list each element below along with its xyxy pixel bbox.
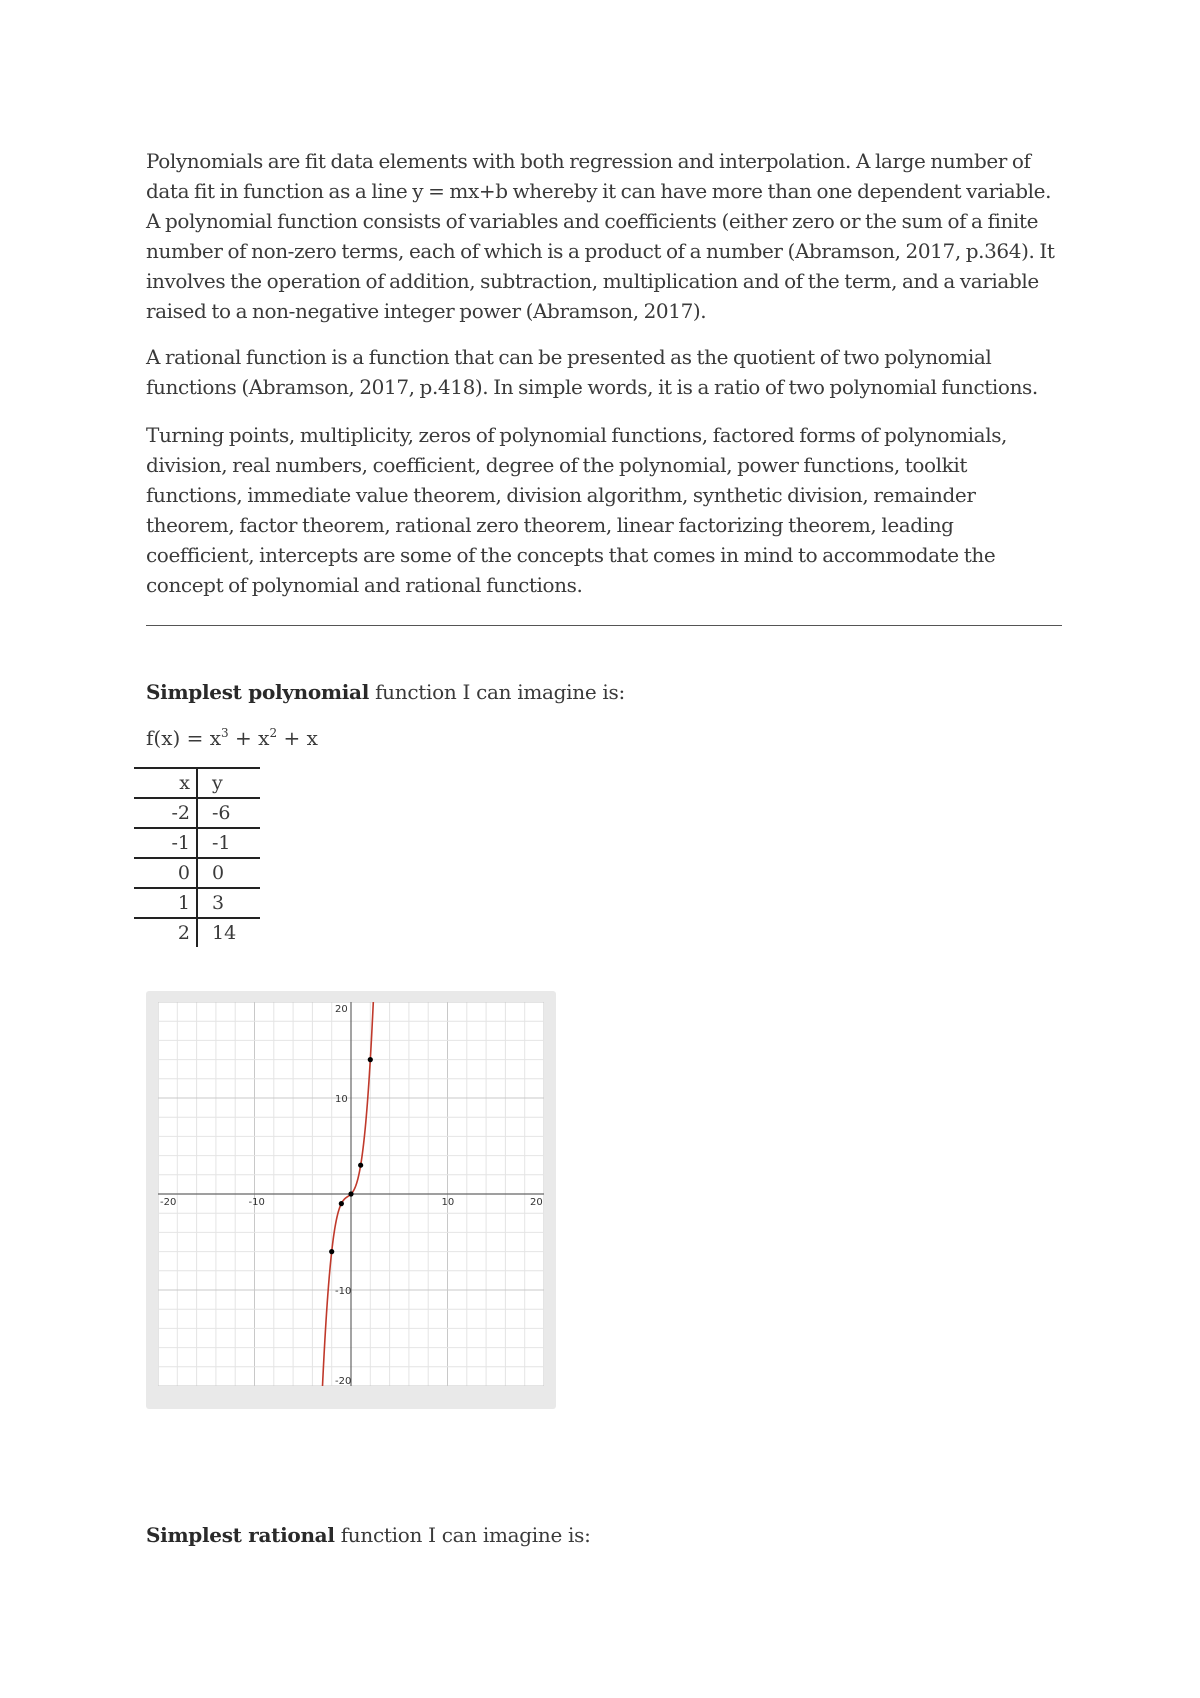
function-graph: [146, 991, 556, 1409]
paragraph-polynomials: Polynomials are fit data elements with both regression and interpolation. A large number of data fit in function as a line y = mx+b whereby it can have more than one dependent variable. A polynomial function consists of variables and coefficients (either zero or the sum of a finite number of non-zero terms, each of which is a product of a number (Abramson, 2017, p.364). It involves the operation of addition, subtraction, multiplication and of the term, and a variable raised to a non-negative integer power (Abramson, 2017).: [146, 149, 1055, 323]
y-tick-label: -20: [335, 1376, 352, 1386]
formula-lhs: f(x) = x: [146, 726, 222, 750]
table-header-x: x: [134, 768, 197, 798]
y-tick-label: -10: [335, 1286, 352, 1297]
table-cell-x: 1: [134, 888, 197, 918]
table-row: [134, 798, 260, 828]
xy-values-table: [134, 767, 260, 947]
polynomial-heading-bold: Simplest polynomial: [146, 680, 370, 704]
table-header-row: [134, 768, 260, 798]
x-tick-label: 10: [441, 1197, 455, 1208]
table-cell-x: 2: [134, 918, 197, 947]
table-row: [134, 918, 260, 947]
rational-heading-rest: function I can imagine is:: [334, 1523, 591, 1547]
x-tick-label: 20: [530, 1197, 543, 1208]
table-cell-x: 0: [134, 858, 197, 888]
data-point: [358, 1163, 363, 1168]
x-tick-label: -10: [248, 1197, 265, 1208]
data-point: [339, 1201, 344, 1206]
table-cell-y: 3: [197, 888, 260, 918]
polynomial-heading-rest: function I can imagine is:: [369, 680, 625, 704]
table-cell-x: -1: [134, 828, 197, 858]
graph-plot-area: [158, 1002, 544, 1386]
table-cell-x: -2: [134, 798, 197, 828]
formula-exponent-2: 2: [269, 726, 278, 740]
data-point: [348, 1191, 353, 1196]
table-cell-y: 14: [197, 918, 260, 947]
paragraph-rational: A rational function is a function that can be presented as the quotient of two polynomial functions (Abramson, 2017, p.418). In simple words, it is a ratio of two polynomial functions.: [146, 345, 1038, 399]
table-cell-y: -6: [197, 798, 260, 828]
y-tick-label: 10: [335, 1094, 348, 1105]
table-row: [134, 888, 260, 918]
polynomial-formula: [146, 723, 318, 753]
paragraph-concepts: Turning points, multiplicity, zeros of polynomial functions, factored forms of polynomials, division, real numbers, coefficient, degree of the polynomial, power functions, toolkit functions, immediate value theorem, division algorithm, synthetic division, remainder theorem, factor theorem, rational zero theorem, linear factorizing theorem, leading coefficient, intercepts are some of the concepts that comes in mind to accommodate the concept of polynomial and rational functions.: [146, 423, 1008, 597]
formula-mid: + x: [228, 726, 270, 750]
data-point: [368, 1057, 373, 1062]
table-row: [134, 828, 260, 858]
table-cell-y: 0: [197, 858, 260, 888]
table-cell-y: -1: [197, 828, 260, 858]
table-header-y: y: [197, 768, 260, 798]
y-tick-label: 20: [335, 1004, 348, 1015]
x-tick-label: -20: [160, 1197, 177, 1208]
polynomial-heading: [146, 677, 625, 707]
horizontal-divider: [146, 625, 1062, 626]
data-point: [329, 1249, 334, 1254]
formula-exponent-3: 3: [221, 726, 229, 740]
formula-tail: + x: [277, 726, 318, 750]
rational-heading-bold: Simplest rational: [146, 1523, 335, 1547]
table-row: [134, 858, 260, 888]
rational-heading: [146, 1520, 591, 1550]
